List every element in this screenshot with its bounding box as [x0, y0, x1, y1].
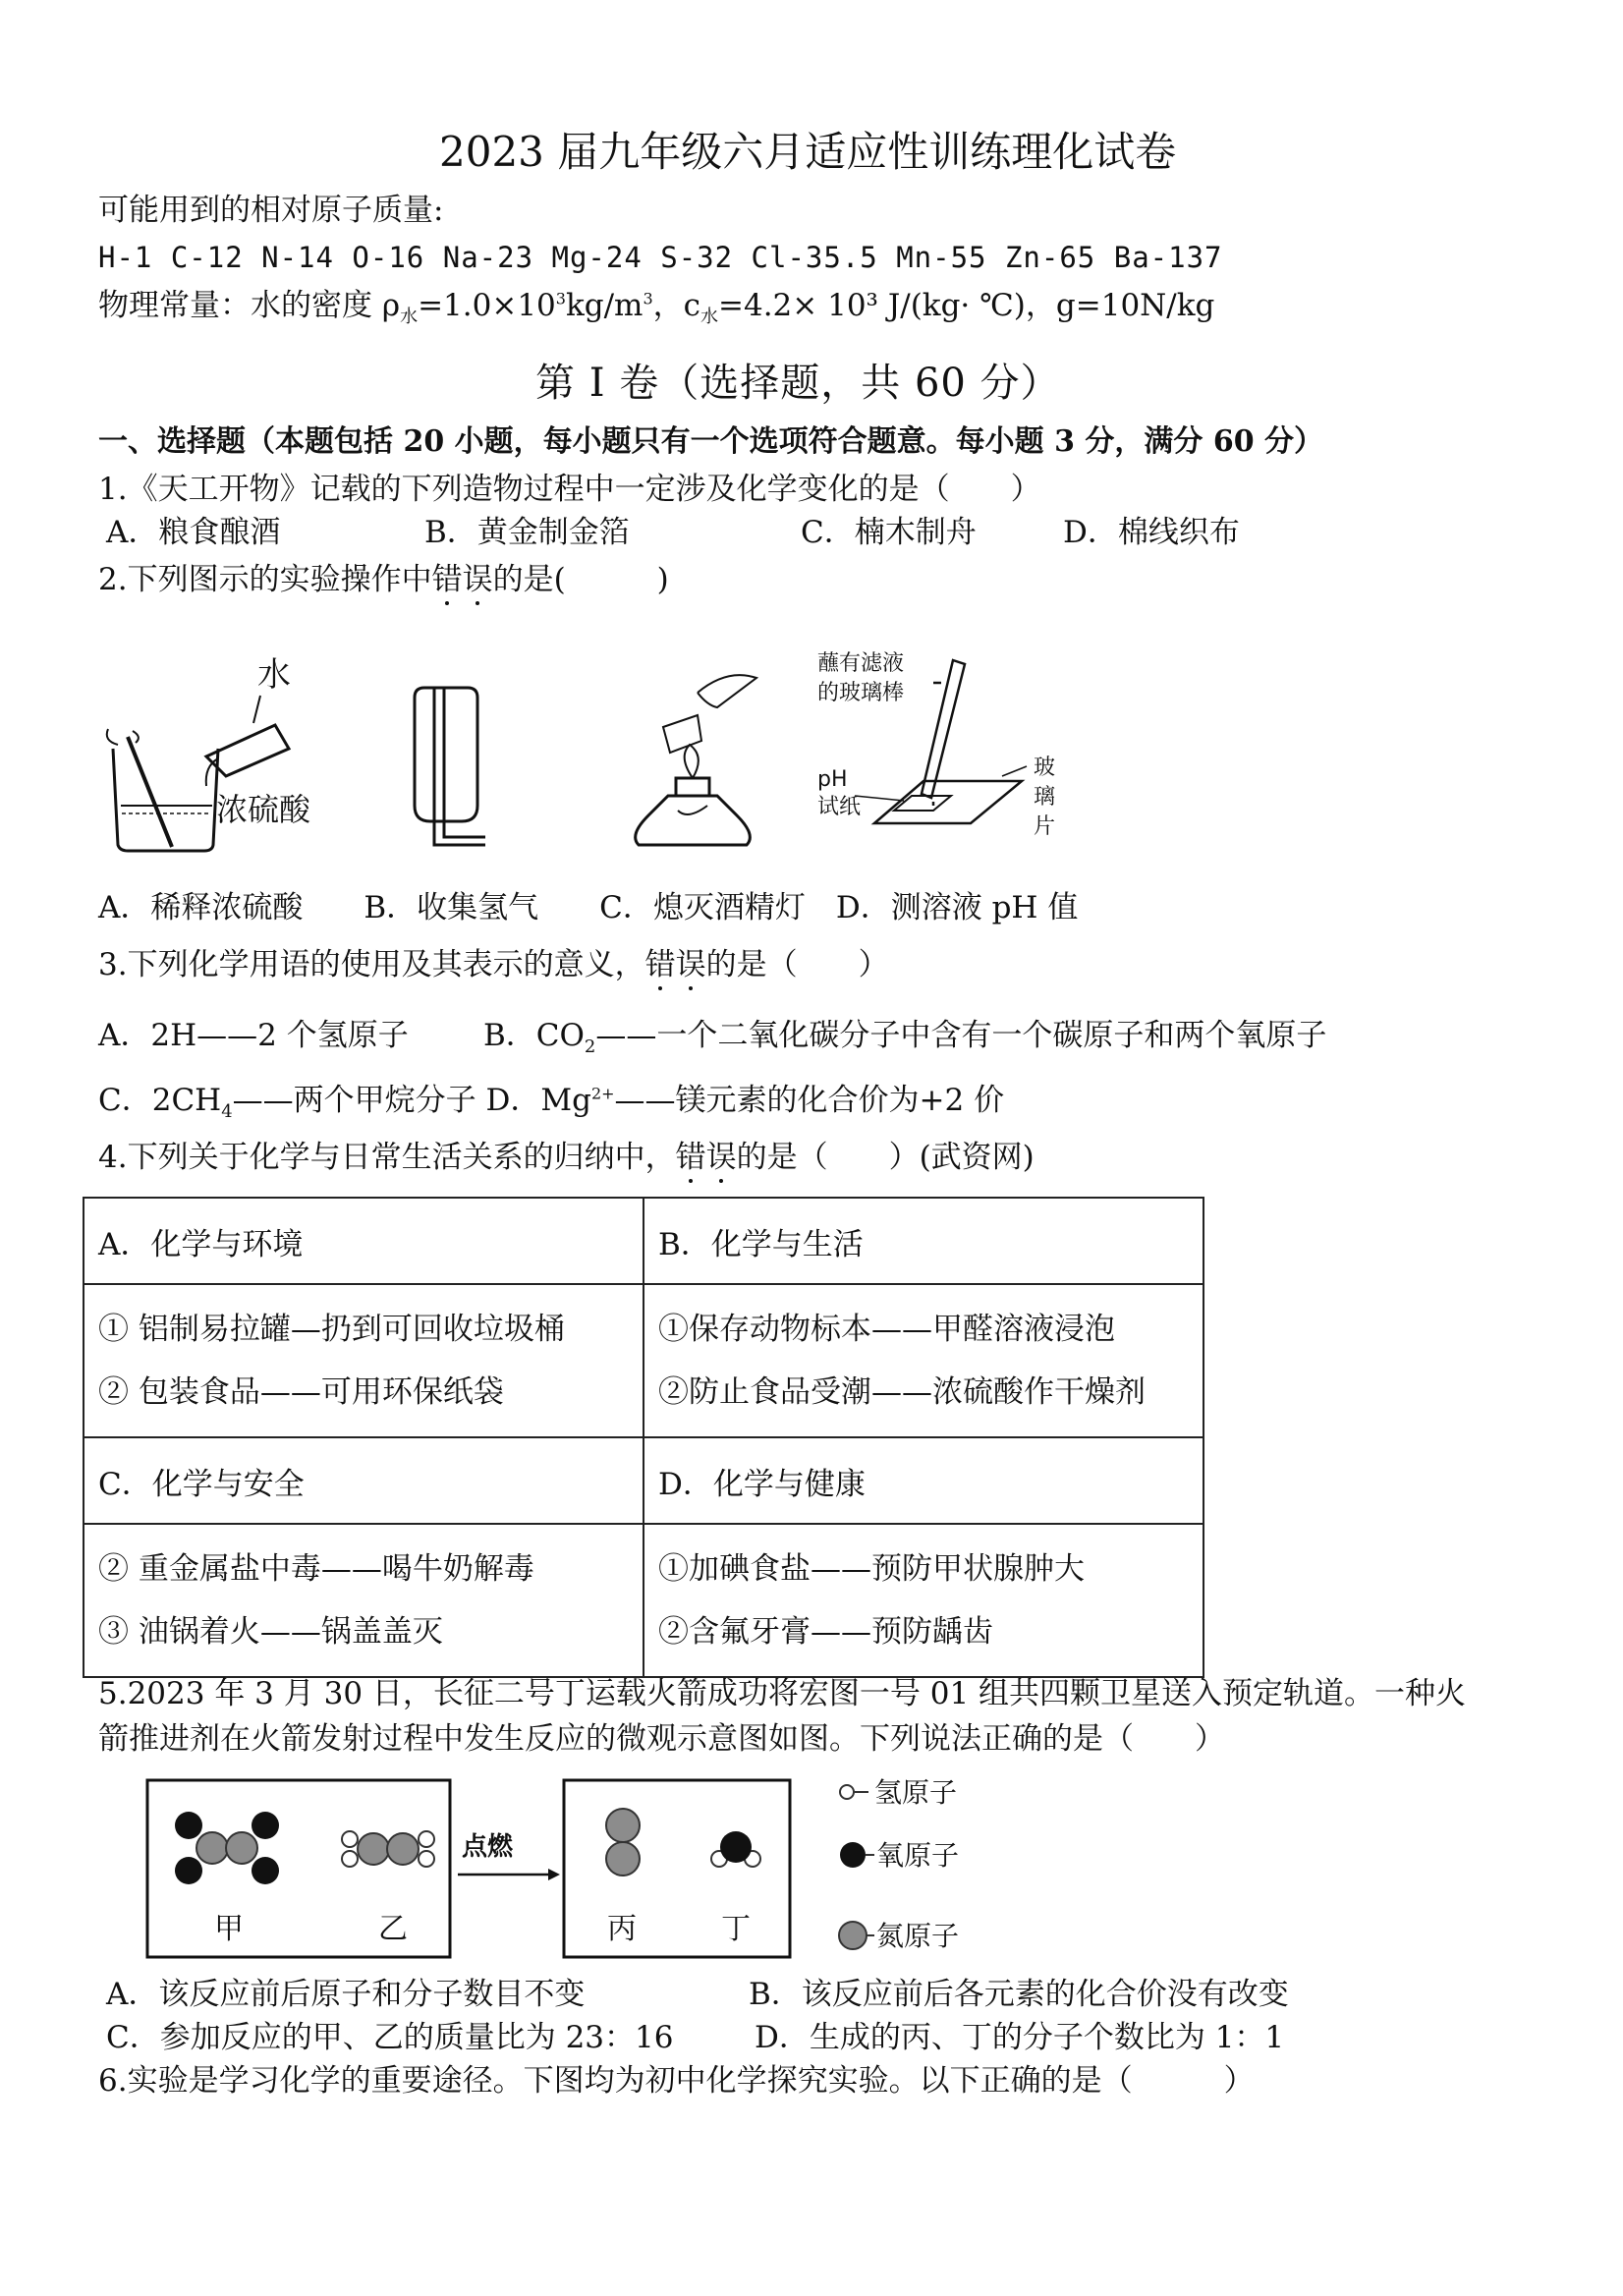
q3-b-text: B．CO [483, 1018, 585, 1053]
q2-stem-emphasis: 错 [431, 562, 463, 597]
alcohol-lamp-figure [636, 675, 756, 845]
collect-gas-figure [415, 688, 485, 845]
constants-sub-water: 水 [400, 307, 419, 328]
atomic-mass-label: 可能用到的相对原子质量: [98, 193, 444, 228]
molecule-jia [175, 1812, 279, 1884]
table-line: ③ 油锅着火——锅盖盖灭 [98, 1614, 443, 1650]
label-ding: 丁 [721, 1912, 751, 1946]
q3-option-c-d [98, 1083, 1004, 1123]
q1-option-a: A．粮食酿酒 [106, 515, 281, 550]
molecule-bing [606, 1809, 640, 1876]
q2-options: A．稀释浓硫酸 B．收集氢气 C．熄灭酒精灯 D．测溶液 pH 值 [98, 890, 1079, 925]
constants-density: =1.0×10 [418, 288, 556, 323]
q1-option-c: C．楠木制舟 [801, 515, 977, 550]
table-line: ② 包装食品——可用环保纸袋 [98, 1374, 504, 1410]
q2-figures [88, 639, 1071, 860]
question-2-stem [98, 562, 669, 598]
q3-b-text: ——一个二氧化碳分子中含有一个碳原子和两个氧原子 [595, 1018, 1327, 1053]
table-line: ① 铝制易拉罐—扔到可回收垃圾桶 [98, 1312, 565, 1347]
table-head-d: D．化学与健康 [644, 1437, 1203, 1524]
atomic-mass-list: H-1 C-12 N-14 O-16 Na-23 Mg-24 S-32 Cl-35.5 Mn-55 Zn-65 Ba-137 [98, 241, 1223, 274]
question-5-stem-2: 箭推进剂在火箭发射过程中发生反应的微观示意图如图。下列说法正确的是（ ） [98, 1721, 1225, 1757]
q3-d-text: ——镁元素的化合价为+2 价 [614, 1083, 1005, 1118]
table-cell-a [84, 1284, 644, 1437]
table-head-a: A．化学与环境 [84, 1198, 644, 1284]
q3-c-text: C．2CH [98, 1083, 222, 1118]
table-head-c: C．化学与安全 [84, 1437, 644, 1524]
legend-oxygen: 氧原子 [876, 1839, 960, 1872]
constants-prefix: 物理常量：水的密度 ρ [98, 288, 401, 323]
q3-c-subscript: 4 [221, 1101, 233, 1123]
figure-label-rod-2: 的玻璃棒 [817, 681, 905, 705]
q4-stem-emphasis: 错 [675, 1140, 706, 1175]
table-line: ①加碘食盐——预防甲状腺肿大 [658, 1551, 1085, 1587]
q5-option-d: D．生成的丙、丁的分子个数比为 1：1 [755, 2020, 1285, 2055]
figure-label-glass-1: 玻 [1034, 756, 1056, 780]
q3-b-subscript: 2 [584, 1036, 596, 1058]
q5-option-c: C．参加反应的甲、乙的质量比为 23：16 [106, 2020, 674, 2055]
label-jia: 甲 [214, 1912, 244, 1946]
legend [839, 1776, 959, 1952]
constants-sup: 3 [643, 289, 653, 308]
part-title: 第 I 卷（选择题，共 60 分） [535, 361, 1061, 406]
constants-sup: 3 [555, 289, 566, 308]
table-cell-c [84, 1524, 644, 1677]
question-3-stem [98, 947, 889, 983]
q5-option-b: B．该反应前后各元素的化合价没有改变 [749, 1977, 1289, 2012]
q3-stem-text: 的是（ ） [705, 947, 889, 982]
q3-stem-emphasis: 误 [675, 947, 706, 982]
figure-label-glass-2: 璃 [1034, 785, 1056, 810]
question-1-stem: 1.《天工开物》记载的下列造物过程中一定涉及化学变化的是（ ） [98, 472, 1041, 507]
q4-stem-emphasis: 误 [705, 1140, 737, 1175]
q1-option-b: B．黄金制金箔 [424, 515, 630, 550]
q4-table [83, 1197, 1204, 1678]
section-title: 一、选择题（本题包括 20 小题，每小题只有一个选项符合题意。每小题 3 分，满分 60 分） [98, 424, 1324, 459]
figure-label-ph-1: pH [817, 767, 848, 792]
reaction-arrow-head [548, 1869, 560, 1880]
figure-label-water: 水 [257, 655, 291, 695]
q3-option-a: A．2H——2 个氢原子 [98, 1018, 409, 1053]
legend-hydrogen: 氢原子 [874, 1776, 958, 1809]
constants-sub-water: 水 [700, 307, 718, 328]
dilute-acid-figure [107, 655, 311, 851]
question-6-stem: 6.实验是学习化学的重要途径。下图均为初中化学探究实验。以下正确的是（ ） [98, 2063, 1255, 2099]
q2-stem-text: 2.下列图示的实验操作中 [98, 562, 432, 597]
figure-label-glass-3: 片 [1034, 814, 1056, 839]
table-line: ②防止食品受潮——浓硫酸作干燥剂 [658, 1374, 1146, 1410]
q1-option-d: D．棉线织布 [1063, 515, 1240, 550]
table-line: ①保存动物标本——甲醛溶液浸泡 [658, 1312, 1115, 1347]
table-line: ② 重金属盐中毒——喝牛奶解毒 [98, 1551, 534, 1587]
table-cell-d [644, 1524, 1203, 1677]
table-line: ②含氟牙膏——预防龋齿 [658, 1614, 993, 1650]
q4-stem-text: 的是（ ）(武资网) [736, 1140, 1035, 1175]
exam-title: 2023 届九年级六月适应性训练理化试卷 [439, 128, 1177, 176]
q4-stem-text: 4.下列关于化学与日常生活关系的归纳中， [98, 1140, 676, 1175]
constants-unit: kg/m [565, 288, 644, 323]
ph-test-figure [817, 651, 1055, 839]
q3-stem-emphasis: 错 [644, 947, 676, 982]
arrow-label: 点燃 [462, 1832, 514, 1862]
q5-option-a: A．该反应前后原子和分子数目不变 [106, 1977, 586, 2012]
table-cell-b [644, 1284, 1203, 1437]
label-yi: 乙 [378, 1912, 408, 1946]
molecule-yi [342, 1831, 434, 1867]
legend-nitrogen: 氮原子 [876, 1920, 960, 1952]
figure-label-acid: 浓硫酸 [216, 791, 311, 828]
label-bing: 丙 [607, 1912, 637, 1946]
q2-stem-text: 的是( ) [492, 562, 669, 597]
q3-option-b [483, 1018, 1326, 1058]
question-4-stem [98, 1140, 1035, 1176]
q3-cd-text: ——两个甲烷分子 D．Mg [232, 1083, 591, 1118]
table-head-b: B．化学与生活 [644, 1198, 1203, 1284]
q5-reaction-figure [138, 1776, 1041, 1973]
physical-constants [98, 288, 1214, 328]
q3-stem-text: 3.下列化学用语的使用及其表示的意义， [98, 947, 645, 982]
q2-stem-emphasis: 误 [462, 562, 493, 597]
constants-c: ，c [652, 288, 700, 323]
q3-d-superscript: 2+ [590, 1084, 615, 1103]
figure-label-rod-1: 蘸有滤液 [817, 651, 905, 676]
figure-label-ph-2: 试纸 [817, 795, 862, 819]
question-5-stem-1: 5.2023 年 3 月 30 日，长征二号丁运载火箭成功将宏图一号 01 组共四颗卫星送入预定轨道。一种火 [98, 1676, 1467, 1711]
constants-rest: =4.2× 10³ J/(kg· ℃)，g=10N/kg [718, 288, 1215, 323]
molecule-ding [711, 1831, 760, 1867]
